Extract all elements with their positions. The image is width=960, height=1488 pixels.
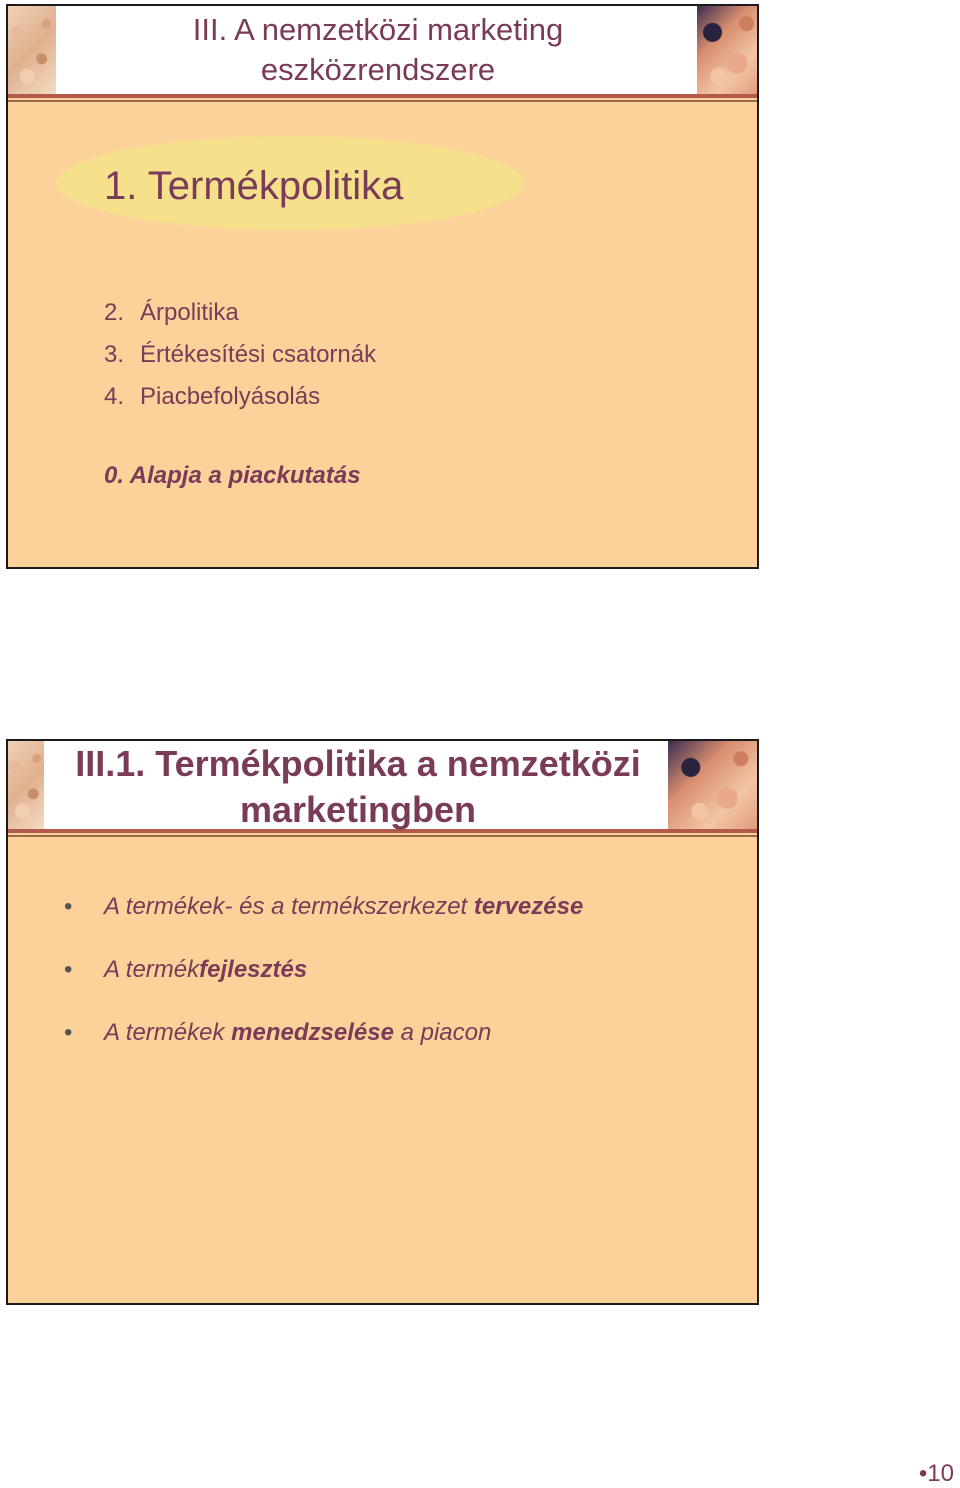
slide-2-title-line-1: III.1. Termékpolitika a nemzetközi <box>75 743 641 784</box>
basis-note: 0. Alapja a piackutatás <box>104 462 361 489</box>
bullet-text-after: a piacon <box>393 1019 492 1046</box>
decorative-texture-right <box>668 741 759 829</box>
bullet-list <box>64 887 583 1076</box>
slide-1 <box>6 4 759 569</box>
bullet-item <box>64 950 583 1013</box>
title-divider <box>8 94 757 98</box>
page-number: •10 <box>918 1460 954 1487</box>
bullet-icon: • <box>64 956 73 983</box>
list-item-text: Árpolitika <box>140 299 239 326</box>
decorative-texture-right <box>697 6 759 94</box>
bullet-item <box>64 887 583 950</box>
list-item-text: Értékesítési csatornák <box>140 341 377 368</box>
bullet-emphasis: tervezése <box>473 893 584 920</box>
list-item <box>104 334 376 376</box>
bullet-emphasis: menedzselése <box>231 1019 394 1046</box>
list-item <box>104 292 376 334</box>
bullet-text: A termék <box>104 956 200 983</box>
list-item-number: 4. <box>104 383 125 410</box>
bullet-text: A termékek <box>104 1019 232 1046</box>
bullet-icon: • <box>64 1019 73 1046</box>
slide-2 <box>6 739 759 1305</box>
decorative-texture-left <box>8 6 56 94</box>
slide-2-title <box>48 741 668 833</box>
slide-2-title-line-2: marketingben <box>239 789 477 830</box>
list-item-number: 2. <box>104 299 125 326</box>
highlight-item: 1. Termékpolitika <box>104 164 404 208</box>
slide-1-title <box>68 10 688 90</box>
bullet-emphasis: fejlesztés <box>199 956 308 983</box>
bullet-text: A termékek- és a termékszerkezet <box>104 893 474 920</box>
list-item-text: Piacbefolyásolás <box>140 383 321 410</box>
decorative-texture-left <box>8 741 44 829</box>
bullet-item <box>64 1013 583 1076</box>
numbered-list <box>104 292 376 418</box>
bullet-icon: • <box>64 893 73 920</box>
slide-1-title-line-2: eszközrendszere <box>260 52 496 87</box>
list-item-number: 3. <box>104 341 125 368</box>
title-divider-thin <box>8 835 757 837</box>
title-divider-thin <box>8 100 757 102</box>
slide-1-title-line-1: III. A nemzetközi marketing <box>192 12 564 47</box>
list-item <box>104 376 376 418</box>
